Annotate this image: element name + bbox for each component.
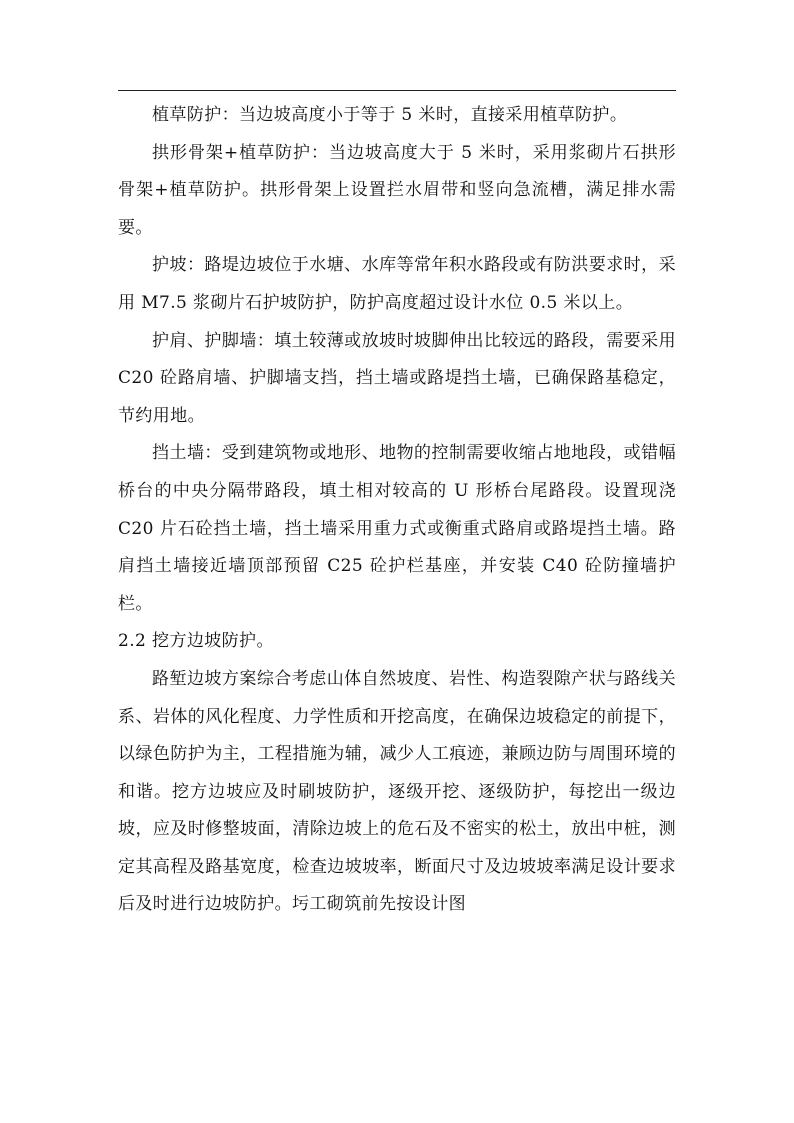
- header-rule: [118, 90, 676, 91]
- paragraph-slope-revetment: 护坡：路堤边坡位于水塘、水库等常年积水路段或有防洪要求时，采用 M7.5 浆砌片石护坡防护，防护高度超过设计水位 0.5 米以上。: [118, 255, 676, 313]
- document-body: [118, 97, 676, 924]
- paragraph-arch-frame-protection: 拱形骨架+植草防护：当边坡高度大于 5 米时，采用浆砌片石拱形骨架+植草防护。拱形骨架上设置拦水眉带和竖向急流槽，满足排水需要。: [118, 142, 676, 238]
- section-heading: 2.2 挖方边坡防护。: [118, 631, 274, 652]
- paragraph-retaining-wall: 挡土墙：受到建筑物或地形、地物的控制需要收缩占地地段，或错幅桥台的中央分隔带路段，填土相对较高的 U 形桥台尾路段。设置现浇 C20 片石砼挡土墙，挡土墙采用重力式或衡重式路肩或路堤挡土墙。路肩挡土墙接近墙顶部预留 C25 砼护栏基座，并安装 C40 砼防撞墙护栏。: [118, 443, 676, 614]
- paragraph-grass-protection: 植草防护：当边坡高度小于等于 5 米时，直接采用植草防护。: [152, 105, 628, 125]
- paragraph-cut-slope-protection: 路堑边坡方案综合考虑山体自然坡度、岩性、构造裂隙产状与路线关系、岩体的风化程度、力学性质和开挖高度，在确保边坡稳定的前提下，以绿色防护为主，工程措施为辅，减少人工痕迹，兼顾边防与周围环境的和谐。挖方边坡应及时刷坡防护，逐级开挖、逐级防护，每挖出一级边坡，应及时修整坡面，清除边坡上的危石及不密实的松土，放出中桩，测定其高程及路基宽度，检查边坡坡率，断面尺寸及边坡坡率满足设计要求后及时进行边坡防护。圬工砌筑前先按设计图: [118, 668, 676, 915]
- paragraph-shoulder-toe-wall: 护肩、护脚墙：填土较薄或放坡时坡脚伸出比较远的路段，需要采用 C20 砼路肩墙、护脚墙支挡，挡土墙或路堤挡土墙，已确保路基稳定，节约用地。: [118, 330, 676, 426]
